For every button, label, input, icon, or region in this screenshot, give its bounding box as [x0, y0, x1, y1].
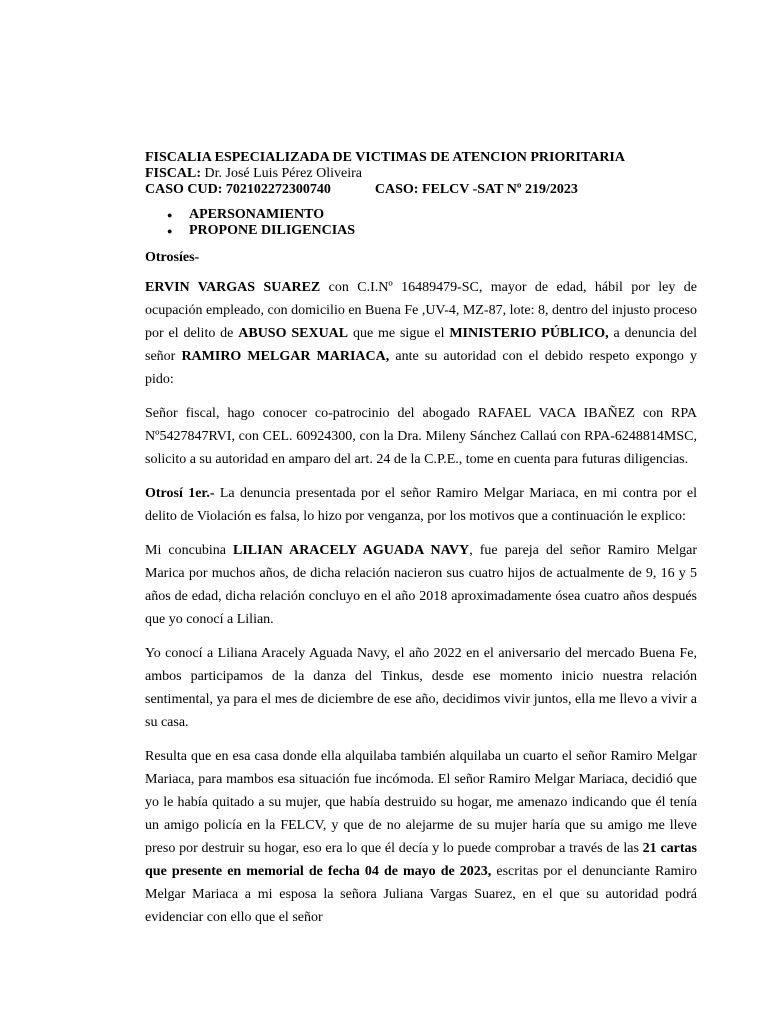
paragraph-text: a denuncia del señor [145, 326, 697, 364]
otrosi-1-label: Otrosí 1er.- [145, 486, 215, 501]
letters-evidence: 21 cartas que presente en memorial de fecha 04 de mayo de 2023, [145, 841, 697, 879]
paragraph-concubina [145, 539, 697, 631]
document-body [145, 150, 697, 929]
subject-item-diligencias: ● PROPONE DILIGENCIAS [145, 223, 697, 239]
defendant-name: ERVIN VARGAS SUAREZ [145, 280, 321, 295]
paragraph-text: que me sigue el [348, 326, 450, 341]
paragraph-text: La denuncia presentada por el señor Ramiro Melgar Mariaca, en mi contra por el delito de Violación es falsa, lo hizo por venganza, por los motivos que a continuación le explico: [145, 486, 697, 524]
paragraph-relationship: Yo conocí a Liliana Aracely Aguada Navy, el año 2022 en el aniversario del mercado Buena Fe, ambos participamos de la danza del Tinkus, desde ese momento inicio nuestra relación sentimental, ya para el mes de diciembre de ese año, decidimos vivir juntos, ella me llevo a vivir a su casa. [145, 646, 697, 730]
paragraph-otrosi-1 [145, 482, 697, 528]
fiscal-label: FISCAL: [145, 166, 202, 181]
paragraph-text: , fue pareja del señor Ramiro Melgar Marica por muchos años, de dicha relación nacieron sus cuatro hijos de actualmente de 9, 16 y 5 años de edad, dicha relación concluyo en el año 2018 aproximadamente ósea cuatro años después que yo conocí a Lilian. [145, 543, 697, 627]
case-number: CASO: FELCV -SAT Nº 219/2023 [374, 182, 578, 197]
otrosies-heading: Otrosíes- [145, 250, 200, 265]
complainant-name: RAMIRO MELGAR MARIACA, [181, 349, 390, 364]
crime-name: ABUSO SEXUAL [238, 326, 349, 341]
paragraph-text: Mi concubina [145, 543, 233, 558]
prosecutor-office-heading: FISCALIA ESPECIALIZADA DE VICTIMAS DE ATENCION PRIORITARIA [145, 150, 625, 165]
paragraph-text: ante su autoridad con el debido respeto expongo y pido: [145, 349, 697, 387]
paragraph-text: escritas por el denunciante Ramiro Melgar Mariaca a mi esposa la señora Juliana Vargas Suarez, en el que su autoridad podrá evidenciar con ello que el señor [145, 864, 697, 925]
fiscal-line [145, 166, 697, 182]
paragraph-text: Resulta que en esa casa donde ella alquilaba también alquilaba un cuarto el señor Ramiro Melgar Mariaca, para mambos esa situación fue incómoda. El señor Ramiro Melgar Mariaca, decidió que yo le había quitado a su mujer, que había destruido su hogar, me amenazo indicando que él tenía un amigo policía en la FELCV, y que de no alejarme de su mujer haría que su amigo me lleve preso por destruir su hogar, eso era lo que él decía y lo puede comprobar a través de las [145, 749, 697, 856]
case-cud: CASO CUD: 702102272300740 [145, 182, 331, 197]
fiscal-name: Dr. José Luis Pérez Oliveira [201, 166, 362, 181]
concubina-name: LILIAN ARACELY AGUADA NAVY [233, 543, 470, 558]
prosecution-name: MINISTERIO PÚBLICO, [449, 326, 609, 341]
paragraph-text: con C.I.Nº 16489479-SC, mayor de edad, hábil por ley de ocupación empleado, con domicilio en Buena Fe ,UV-4, MZ-87, lote: 8, dentro del injusto proceso por el delito de [145, 280, 697, 341]
paragraph-co-sponsorship: Señor fiscal, hago conocer co-patrocinio del abogado RAFAEL VACA IBAÑEZ con RPA Nº5427847RVI, con CEL. 60924300, con la Dra. Mileny Sánchez Callaú con RPA-6248814MSC, solicito a su autoridad en amparo del art. 24 de la C.P.E., tome en cuenta para futuras diligencias. [145, 406, 697, 467]
paragraph-introduction [145, 276, 697, 391]
paragraph-threats [145, 745, 697, 929]
subject-list [145, 207, 697, 239]
case-line [145, 182, 697, 198]
subject-item-apersonamiento: ● APERSONAMIENTO [145, 207, 697, 223]
